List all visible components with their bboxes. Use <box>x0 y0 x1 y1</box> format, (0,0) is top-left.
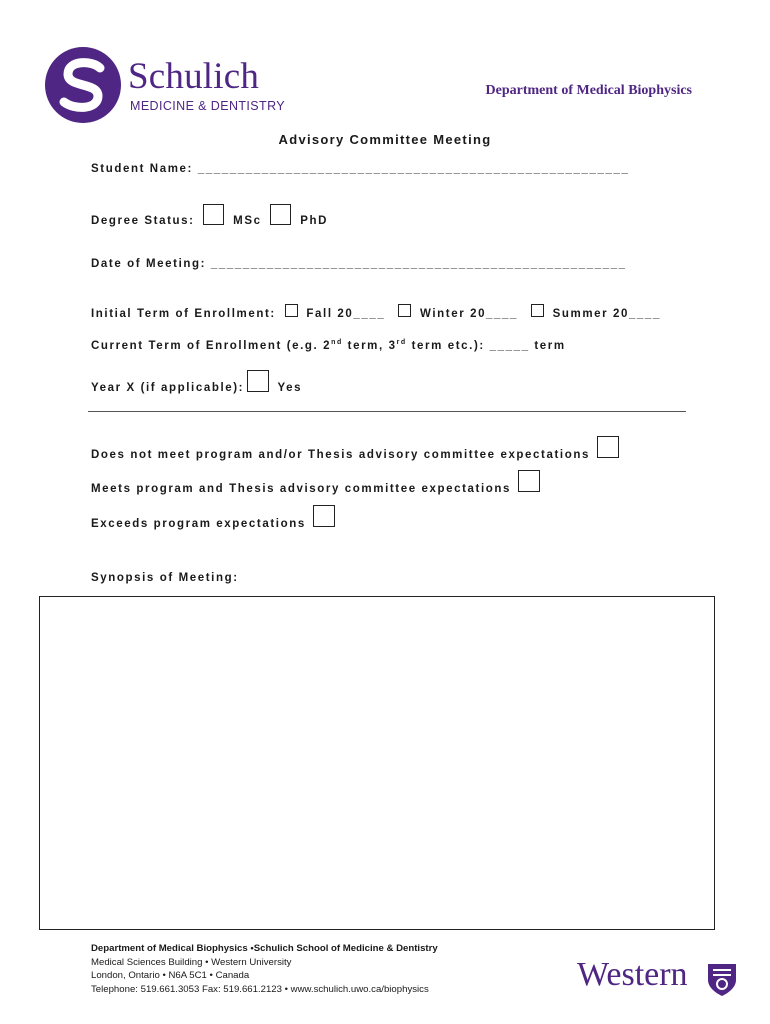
msc-checkbox[interactable] <box>203 204 224 225</box>
western-logo-text: Western <box>577 956 688 993</box>
initial-term-row <box>91 304 661 320</box>
summer-label: Summer 20____ <box>552 308 662 320</box>
logo-subtitle: MEDICINE & DENTISTRY <box>130 99 286 113</box>
schulich-logo-icon <box>44 46 122 124</box>
rating-exceeds-row <box>91 505 339 530</box>
phd-label: PhD <box>300 215 329 227</box>
rating-meets-row <box>91 470 544 495</box>
section-divider <box>88 411 686 412</box>
degree-status-label: Degree Status: <box>91 215 195 227</box>
rating-exceeds-label: Exceeds program expectations <box>91 518 306 530</box>
date-field[interactable]: ____________________________________________________ <box>210 258 627 270</box>
footer-line-1: Department of Medical Biophysics •Schulich School of Medicine & Dentistry <box>91 943 438 954</box>
rating-not-meet-checkbox[interactable] <box>597 436 619 458</box>
rating-not-meet-row <box>91 436 623 461</box>
initial-term-label: Initial Term of Enrollment: <box>91 308 276 320</box>
rating-meets-checkbox[interactable] <box>518 470 540 492</box>
degree-status-row <box>91 204 328 227</box>
footer-line-2: Medical Sciences Building • Western University <box>91 956 292 968</box>
department-heading: Department of Medical Biophysics <box>485 83 692 98</box>
year-x-yes-label: Yes <box>277 382 303 394</box>
summer-checkbox[interactable] <box>531 304 544 317</box>
fall-label: Fall 20____ <box>306 308 386 320</box>
msc-label: MSc <box>233 215 262 227</box>
phd-checkbox[interactable] <box>270 204 291 225</box>
fall-checkbox[interactable] <box>285 304 298 317</box>
student-name-row <box>91 163 630 175</box>
date-row <box>91 258 627 270</box>
footer-line-3: London, Ontario • N6A 5C1 • Canada <box>91 970 250 982</box>
student-name-field[interactable]: ______________________________________________________ <box>197 163 630 175</box>
footer-address <box>91 942 438 996</box>
rating-exceeds-checkbox[interactable] <box>313 505 335 527</box>
synopsis-label: Synopsis of Meeting: <box>91 572 239 584</box>
current-term-mid: term, 3 <box>342 339 397 352</box>
western-crest-icon <box>706 962 738 998</box>
current-term-suffix[interactable]: term etc.): _____ term <box>406 339 566 352</box>
logo-name: Schulich <box>128 56 260 97</box>
current-term-row <box>91 339 566 352</box>
winter-label: Winter 20____ <box>420 308 519 320</box>
year-x-label: Year X (if applicable): <box>91 382 245 394</box>
winter-checkbox[interactable] <box>398 304 411 317</box>
current-term-sup-nd: nd <box>331 339 343 346</box>
year-x-yes-checkbox[interactable] <box>247 370 269 392</box>
rating-not-meet-label: Does not meet program and/or Thesis advisory committee expectations <box>91 449 590 461</box>
current-term-prefix: Current Term of Enrollment (e.g. 2 <box>91 339 332 352</box>
year-x-row <box>91 370 302 394</box>
synopsis-textarea[interactable] <box>39 596 715 930</box>
rating-meets-label: Meets program and Thesis advisory committee expectations <box>91 483 512 495</box>
current-term-sup-rd: rd <box>396 339 407 346</box>
footer-line-4: Telephone: 519.661.3053 Fax: 519.661.2123 • www.schulich.uwo.ca/biophysics <box>91 983 429 995</box>
student-name-label: Student Name: <box>91 163 193 175</box>
form-title: Advisory Committee Meeting <box>278 132 492 147</box>
date-label: Date of Meeting: <box>91 258 207 270</box>
